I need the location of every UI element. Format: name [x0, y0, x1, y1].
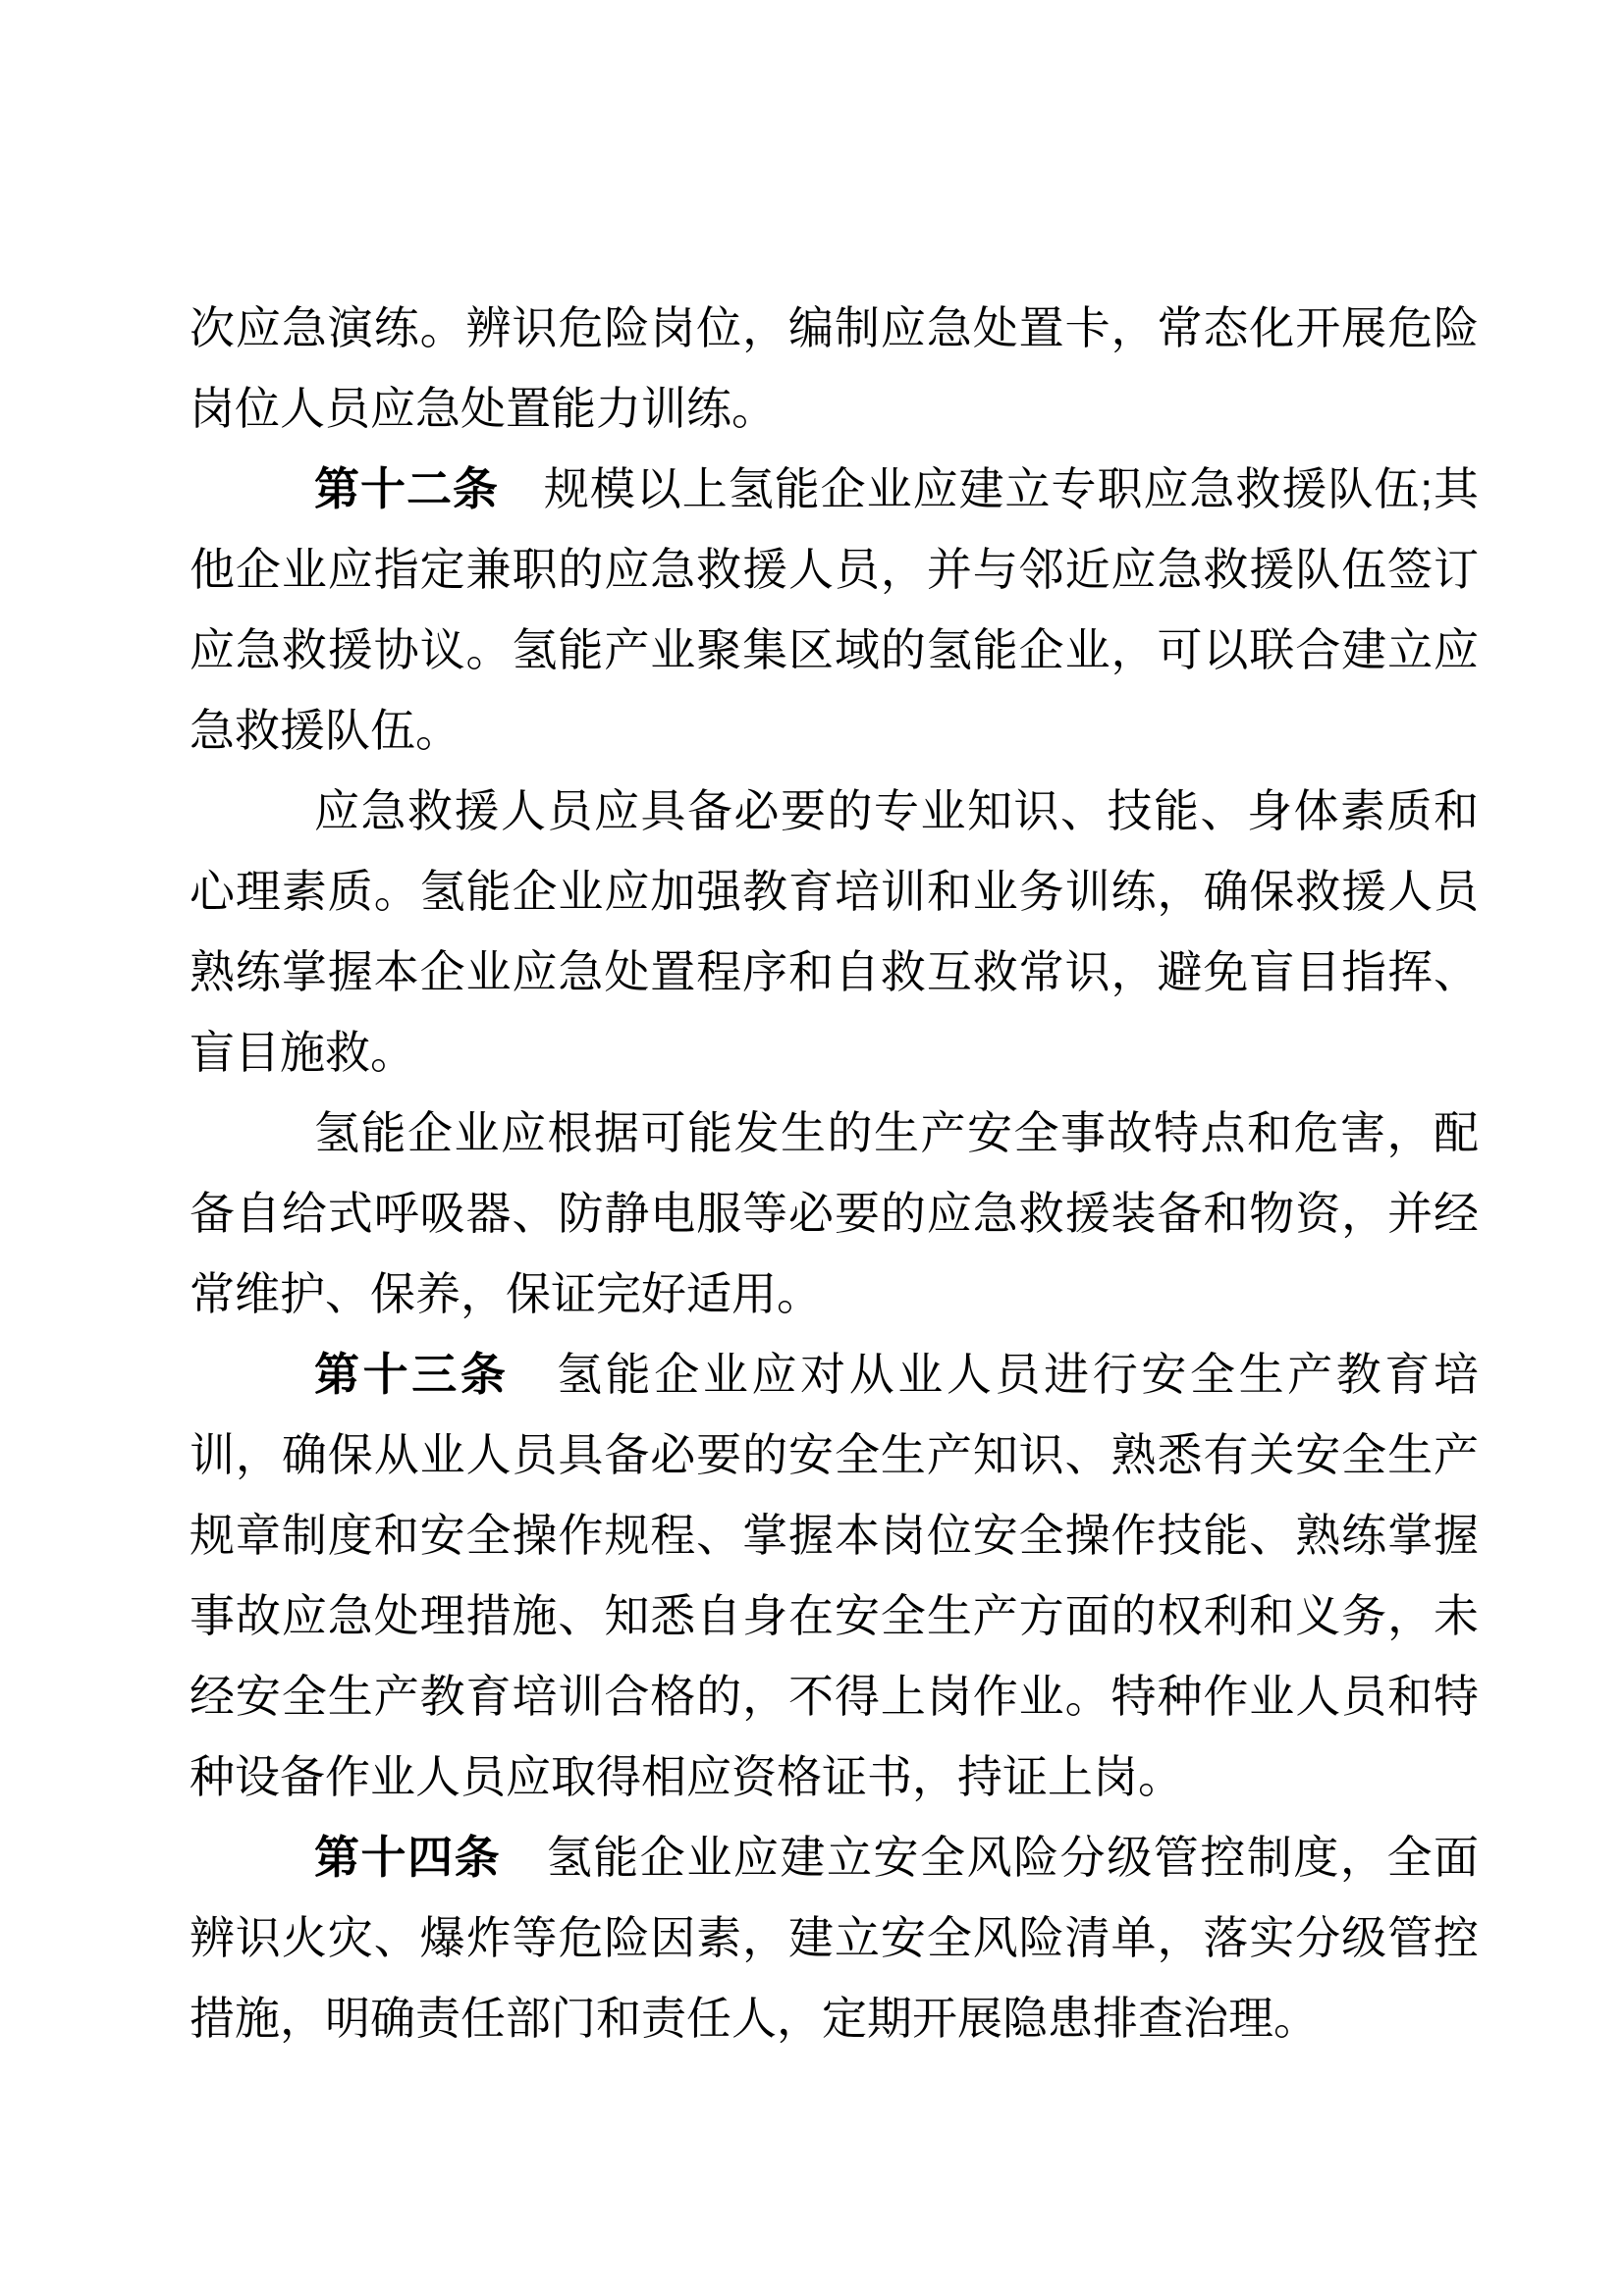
line-text: 氢能企业应对从业人员进行安全生产教育培 — [553, 1349, 1480, 1400]
text-line — [189, 1897, 1479, 1978]
line-text: 备自给式呼吸器、防静电服等必要的应急救援装备和物资，并经 — [189, 1188, 1479, 1239]
text-line — [189, 449, 1479, 529]
document-body — [189, 288, 1479, 2058]
line-text: 急救援队伍。 — [189, 705, 460, 756]
text-line — [189, 690, 1479, 771]
text-line — [189, 1817, 1479, 1897]
line-text: 岗位人员应急处置能力训练。 — [189, 383, 777, 434]
article-number-heading: 第十二条 — [314, 463, 499, 514]
text-line — [189, 1093, 1479, 1173]
line-text: 应急救援协议。氢能产业聚集区域的氢能企业，可以联合建立应 — [189, 624, 1479, 675]
line-text: 他企业应指定兼职的应急救援人员，并与邻近应急救援队伍签订 — [189, 544, 1479, 595]
line-text: 规章制度和安全操作规程、掌握本岗位安全操作技能、熟练掌握 — [189, 1510, 1479, 1561]
text-line — [189, 1736, 1479, 1817]
text-line — [189, 1415, 1479, 1495]
line-text: 经安全生产教育培训合格的，不得上岗作业。特种作业人员和特 — [189, 1671, 1479, 1722]
article-number-heading: 第十四条 — [314, 1832, 502, 1883]
line-text: 辨识火灾、爆炸等危险因素，建立安全风险清单，落实分级管控 — [189, 1912, 1479, 1963]
line-text: 心理素质。氢能企业应加强教育培训和业务训练，确保救援人员 — [189, 866, 1479, 917]
text-line — [189, 1575, 1479, 1656]
text-line — [189, 288, 1479, 368]
text-line — [189, 1334, 1479, 1415]
line-text: 常维护、保养，保证完好适用。 — [189, 1268, 822, 1319]
text-line — [189, 1254, 1479, 1334]
line-text: 熟练掌握本企业应急处置程序和自救互救常识，避免盲目指挥、 — [189, 946, 1479, 997]
line-text: 规模以上氢能企业应建立专职应急救援队伍;其 — [542, 463, 1479, 514]
line-text: 盲目施救。 — [189, 1027, 415, 1078]
text-line — [189, 851, 1479, 932]
line-text: 次应急演练。辨识危险岗位，编制应急处置卡，常态化开展危险 — [189, 302, 1479, 353]
line-text: 种设备作业人员应取得相应资格证书，持证上岗。 — [189, 1751, 1183, 1802]
line-text: 氢能企业应建立安全风险分级管控制度，全面 — [545, 1832, 1480, 1883]
text-line — [189, 529, 1479, 610]
text-line — [189, 1495, 1479, 1575]
text-line — [189, 932, 1479, 1012]
line-text: 事故应急处理措施、知悉自身在安全生产方面的权利和义务，未 — [189, 1590, 1479, 1641]
line-text: 氢能企业应根据可能发生的生产安全事故特点和危害，配 — [314, 1107, 1479, 1158]
text-line — [189, 610, 1479, 690]
article-number-heading: 第十三条 — [314, 1349, 510, 1400]
text-line — [189, 368, 1479, 449]
line-text: 措施，明确责任部门和责任人，定期开展隐患排查治理。 — [189, 1993, 1319, 2044]
text-line — [189, 1978, 1479, 2058]
line-text: 训，确保从业人员具备必要的安全生产知识、熟悉有关安全生产 — [189, 1429, 1479, 1480]
line-text: 应急救援人员应具备必要的专业知识、技能、身体素质和 — [314, 785, 1479, 836]
text-line — [189, 771, 1479, 851]
text-line — [189, 1656, 1479, 1736]
text-line — [189, 1173, 1479, 1254]
text-line — [189, 1012, 1479, 1093]
